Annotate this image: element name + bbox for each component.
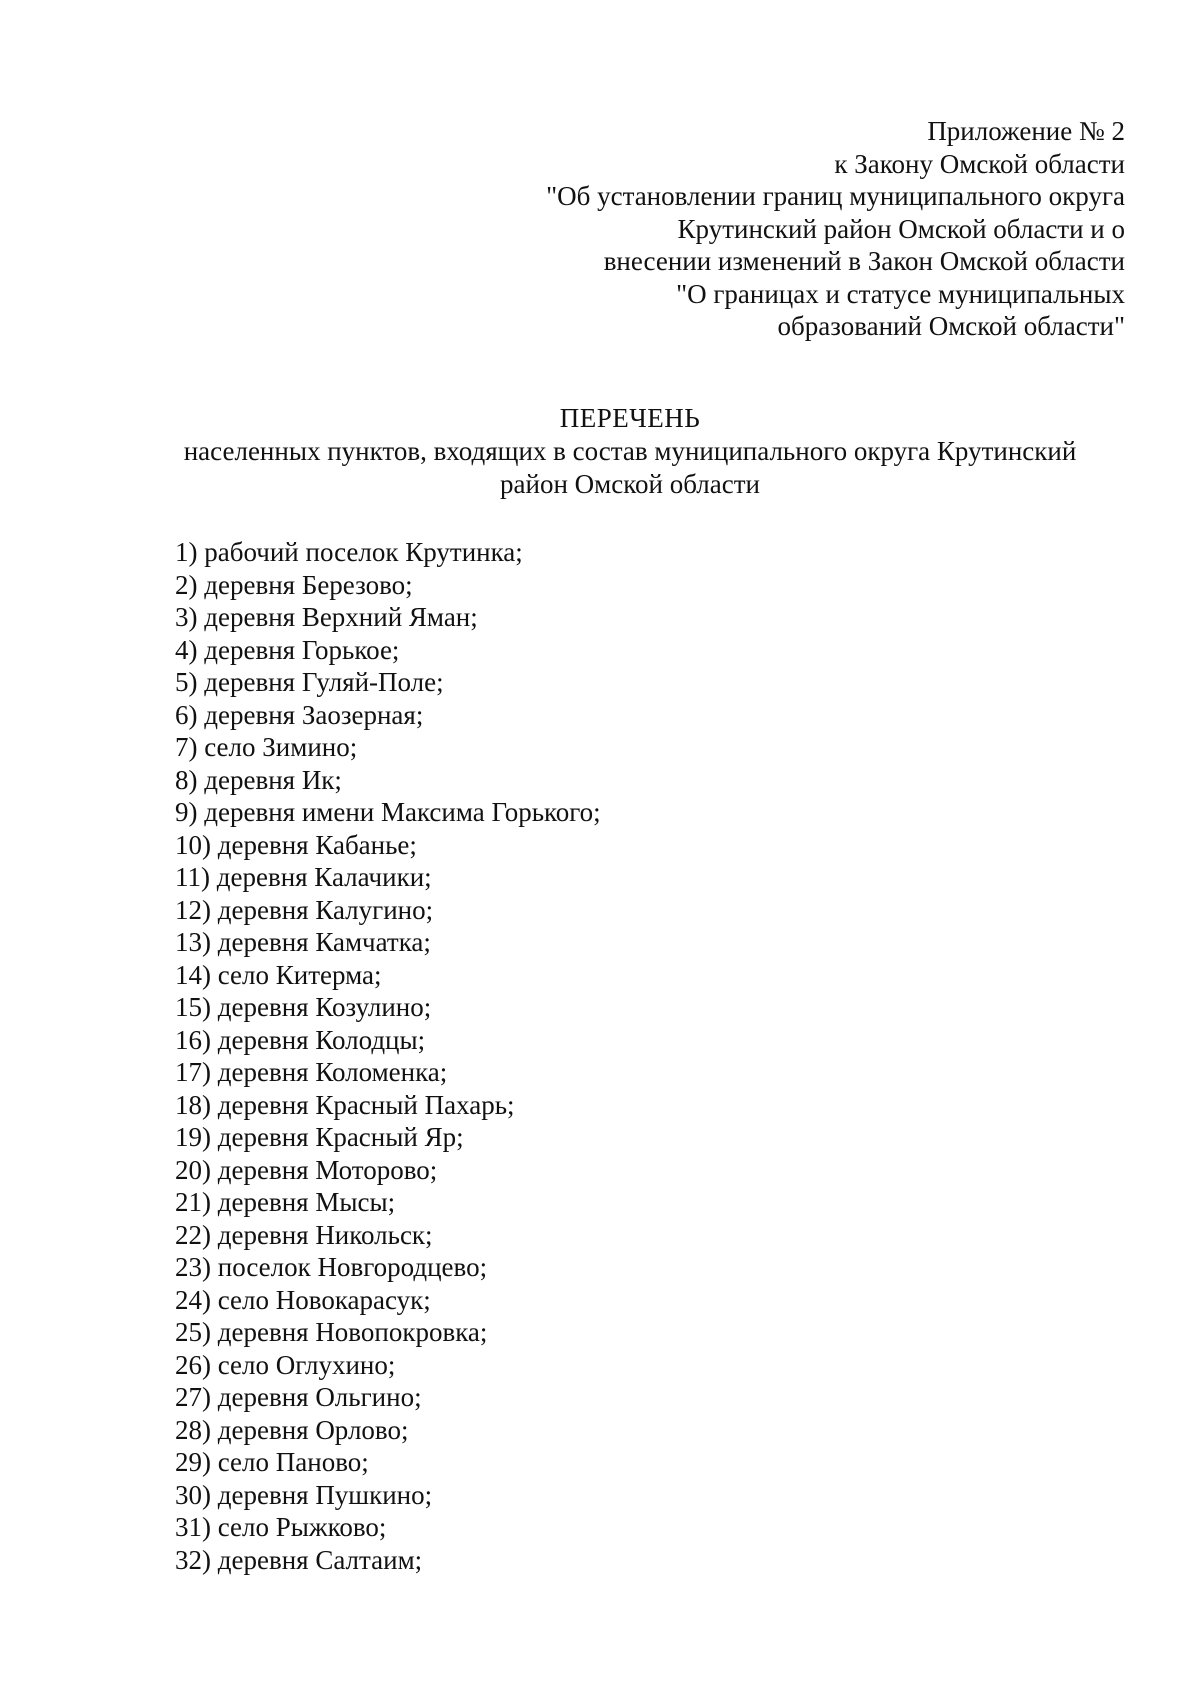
list-item: 12) деревня Калугино;: [175, 894, 434, 925]
list-item: 15) деревня Козулино;: [175, 992, 432, 1022]
list-item: 13) деревня Камчатка;: [175, 927, 431, 957]
list-item: 29) село Паново;: [175, 1447, 369, 1477]
appendix-header: [425, 115, 1125, 343]
document-heading: [150, 402, 1110, 501]
list-item: 17) деревня Коломенка;: [175, 1057, 448, 1087]
list-item: 9) деревня имени Максима Горького;: [175, 797, 601, 827]
appendix-line: образований Омской области": [777, 311, 1125, 341]
list-item: 20) деревня Моторово;: [175, 1154, 438, 1185]
appendix-line: Крутинский район Омской области и о: [677, 213, 1125, 244]
list-item: 7) село Зимино;: [175, 732, 358, 762]
list-item: 10) деревня Кабанье;: [175, 829, 417, 860]
list-item: 23) поселок Новгородцево;: [175, 1252, 488, 1282]
list-item: 22) деревня Никольск;: [175, 1219, 433, 1250]
list-item: 27) деревня Ольгино;: [175, 1382, 422, 1412]
settlements-list: [175, 536, 601, 1576]
appendix-line: внесении изменений в Закон Омской области: [603, 246, 1125, 276]
list-item: 30) деревня Пушкино;: [175, 1479, 433, 1510]
list-item: 5) деревня Гуляй-Поле;: [175, 667, 444, 697]
list-item: 21) деревня Мысы;: [175, 1187, 396, 1217]
list-item: 1) рабочий поселок Крутинка;: [175, 537, 523, 567]
list-item: 14) село Китерма;: [175, 959, 382, 990]
list-item: 11) деревня Калачики;: [175, 862, 432, 892]
list-item: 25) деревня Новопокровка;: [175, 1317, 488, 1347]
document-subtitle: район Омской области: [500, 469, 760, 499]
appendix-line: "Об установлении границ муниципального округа: [546, 181, 1125, 211]
document-subtitle: населенных пунктов, входящих в состав муниципального округа Крутинский: [183, 436, 1077, 466]
list-item: 4) деревня Горькое;: [175, 634, 400, 665]
document-title: ПЕРЕЧЕНЬ: [559, 403, 701, 433]
list-item: 19) деревня Красный Яр;: [175, 1122, 464, 1152]
list-item: 32) деревня Салтаим;: [175, 1544, 423, 1575]
list-item: 24) село Новокарасук;: [175, 1284, 431, 1315]
appendix-line: "О границах и статусе муниципальных: [676, 278, 1125, 309]
list-item: 8) деревня Ик;: [175, 764, 342, 795]
list-item: 18) деревня Красный Пахарь;: [175, 1089, 515, 1120]
appendix-line: Приложение № 2: [927, 116, 1125, 146]
list-item: 6) деревня Заозерная;: [175, 699, 424, 730]
list-item: 3) деревня Верхний Яман;: [175, 602, 478, 632]
appendix-line: к Закону Омской области: [834, 148, 1125, 179]
list-item: 16) деревня Колодцы;: [175, 1024, 426, 1055]
list-item: 2) деревня Березово;: [175, 569, 413, 600]
list-item: 28) деревня Орлово;: [175, 1414, 409, 1445]
list-item: 31) село Рыжково;: [175, 1512, 387, 1542]
list-item: 26) село Оглухино;: [175, 1349, 396, 1380]
